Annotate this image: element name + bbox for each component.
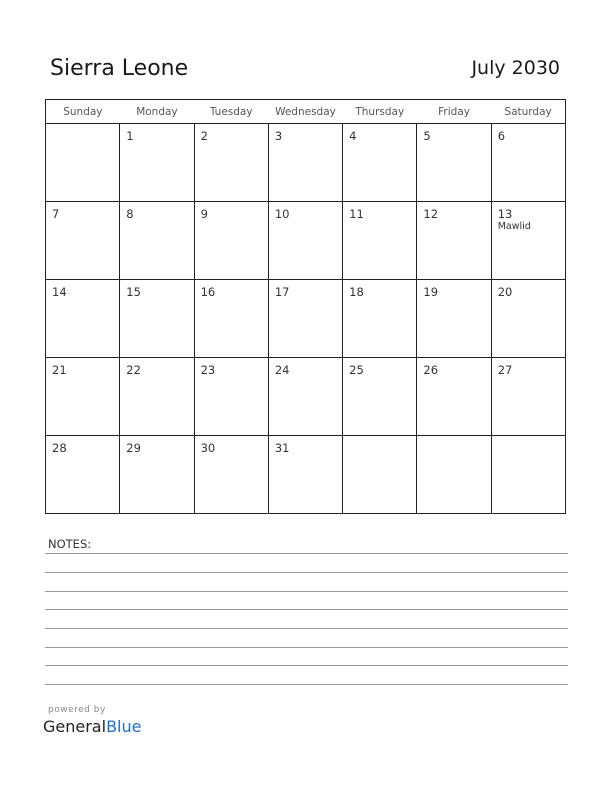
week-row: [46, 124, 566, 202]
weekday-header-row: [46, 100, 566, 124]
day-number: 16: [200, 285, 216, 299]
weekday-tuesday: Tuesday: [194, 100, 268, 124]
week-row: [46, 358, 566, 436]
day-cell: [120, 202, 194, 280]
day-cell: [491, 280, 565, 358]
day-cell: [120, 436, 194, 514]
holiday-label: Mawlid: [497, 221, 531, 232]
day-number: 13: [497, 207, 513, 221]
day-number: 7: [52, 207, 60, 221]
month-title: July 2030: [471, 57, 560, 79]
day-number: 23: [200, 363, 216, 377]
day-cell: [46, 436, 120, 514]
day-number: 21: [52, 363, 67, 377]
weekday-sunday: Sunday: [46, 100, 120, 124]
notes-line: [45, 684, 568, 685]
day-cell: [120, 124, 194, 202]
day-number: 5: [423, 129, 431, 143]
day-cell: [194, 202, 268, 280]
day-cell: [491, 436, 565, 514]
day-cell: [194, 436, 268, 514]
day-number: 15: [126, 285, 141, 299]
notes-line: [45, 647, 568, 648]
week-row: [46, 202, 566, 280]
day-cell: [46, 358, 120, 436]
day-number: 29: [126, 441, 141, 455]
week-row: [46, 280, 566, 358]
day-cell: [343, 124, 417, 202]
day-cell: [491, 124, 565, 202]
day-cell: [343, 202, 417, 280]
day-number: 2: [200, 129, 208, 143]
day-number: 30: [200, 441, 216, 455]
weekday-thursday: Thursday: [343, 100, 417, 124]
weekday-wednesday: Wednesday: [268, 100, 342, 124]
brand-blue: Blue: [106, 717, 142, 736]
day-number: 28: [52, 441, 67, 455]
day-cell: [268, 358, 342, 436]
day-number: 24: [274, 363, 290, 377]
notes-label: NOTES:: [48, 537, 92, 551]
day-cell: [46, 202, 120, 280]
day-number: 31: [274, 441, 290, 455]
day-number: 4: [349, 129, 357, 143]
day-number: 8: [126, 207, 134, 221]
generalblue-logo[interactable]: [43, 717, 141, 736]
notes-line: [45, 572, 568, 573]
day-number: 11: [349, 207, 364, 221]
weekday-friday: Friday: [417, 100, 491, 124]
notes-line: [45, 628, 568, 629]
day-number: 20: [497, 285, 513, 299]
day-number: 3: [274, 129, 283, 143]
day-cell: [417, 358, 491, 436]
day-cell: [491, 358, 565, 436]
day-number: 10: [274, 207, 290, 221]
day-number: 22: [126, 363, 141, 377]
day-cell: [343, 358, 417, 436]
day-cell: [417, 202, 491, 280]
weekday-saturday: Saturday: [491, 100, 565, 124]
day-cell: [417, 124, 491, 202]
day-number: 9: [200, 207, 208, 221]
day-cell: [268, 202, 342, 280]
week-row: [46, 436, 566, 514]
day-cell: [417, 280, 491, 358]
day-cell: [194, 280, 268, 358]
notes-line: [45, 591, 568, 592]
day-cell: [268, 124, 342, 202]
notes-line: [45, 609, 568, 610]
day-cell: [194, 358, 268, 436]
day-number: 17: [274, 285, 290, 299]
day-cell: [120, 358, 194, 436]
day-cell: [343, 436, 417, 514]
weekday-monday: Monday: [120, 100, 194, 124]
day-cell: [46, 124, 120, 202]
day-number: 18: [349, 285, 364, 299]
day-cell: [194, 124, 268, 202]
day-number: 26: [423, 363, 439, 377]
day-number: 25: [349, 363, 364, 377]
country-title: Sierra Leone: [50, 56, 189, 81]
calendar-grid: [45, 99, 566, 514]
day-cell: [417, 436, 491, 514]
notes-line: [45, 665, 568, 666]
powered-by-text: powered by: [48, 705, 106, 715]
day-cell: [120, 280, 194, 358]
brand-general: General: [43, 717, 107, 736]
day-number: 12: [423, 207, 439, 221]
day-number: 27: [497, 363, 513, 377]
day-number: 19: [423, 285, 439, 299]
day-cell: [268, 436, 342, 514]
day-cell: [491, 202, 565, 280]
day-number: 14: [52, 285, 67, 299]
notes-line: [45, 553, 568, 554]
day-number: 6: [497, 129, 506, 143]
day-number: 1: [126, 129, 134, 143]
day-cell: [268, 280, 342, 358]
day-cell: [46, 280, 120, 358]
day-cell: [343, 280, 417, 358]
